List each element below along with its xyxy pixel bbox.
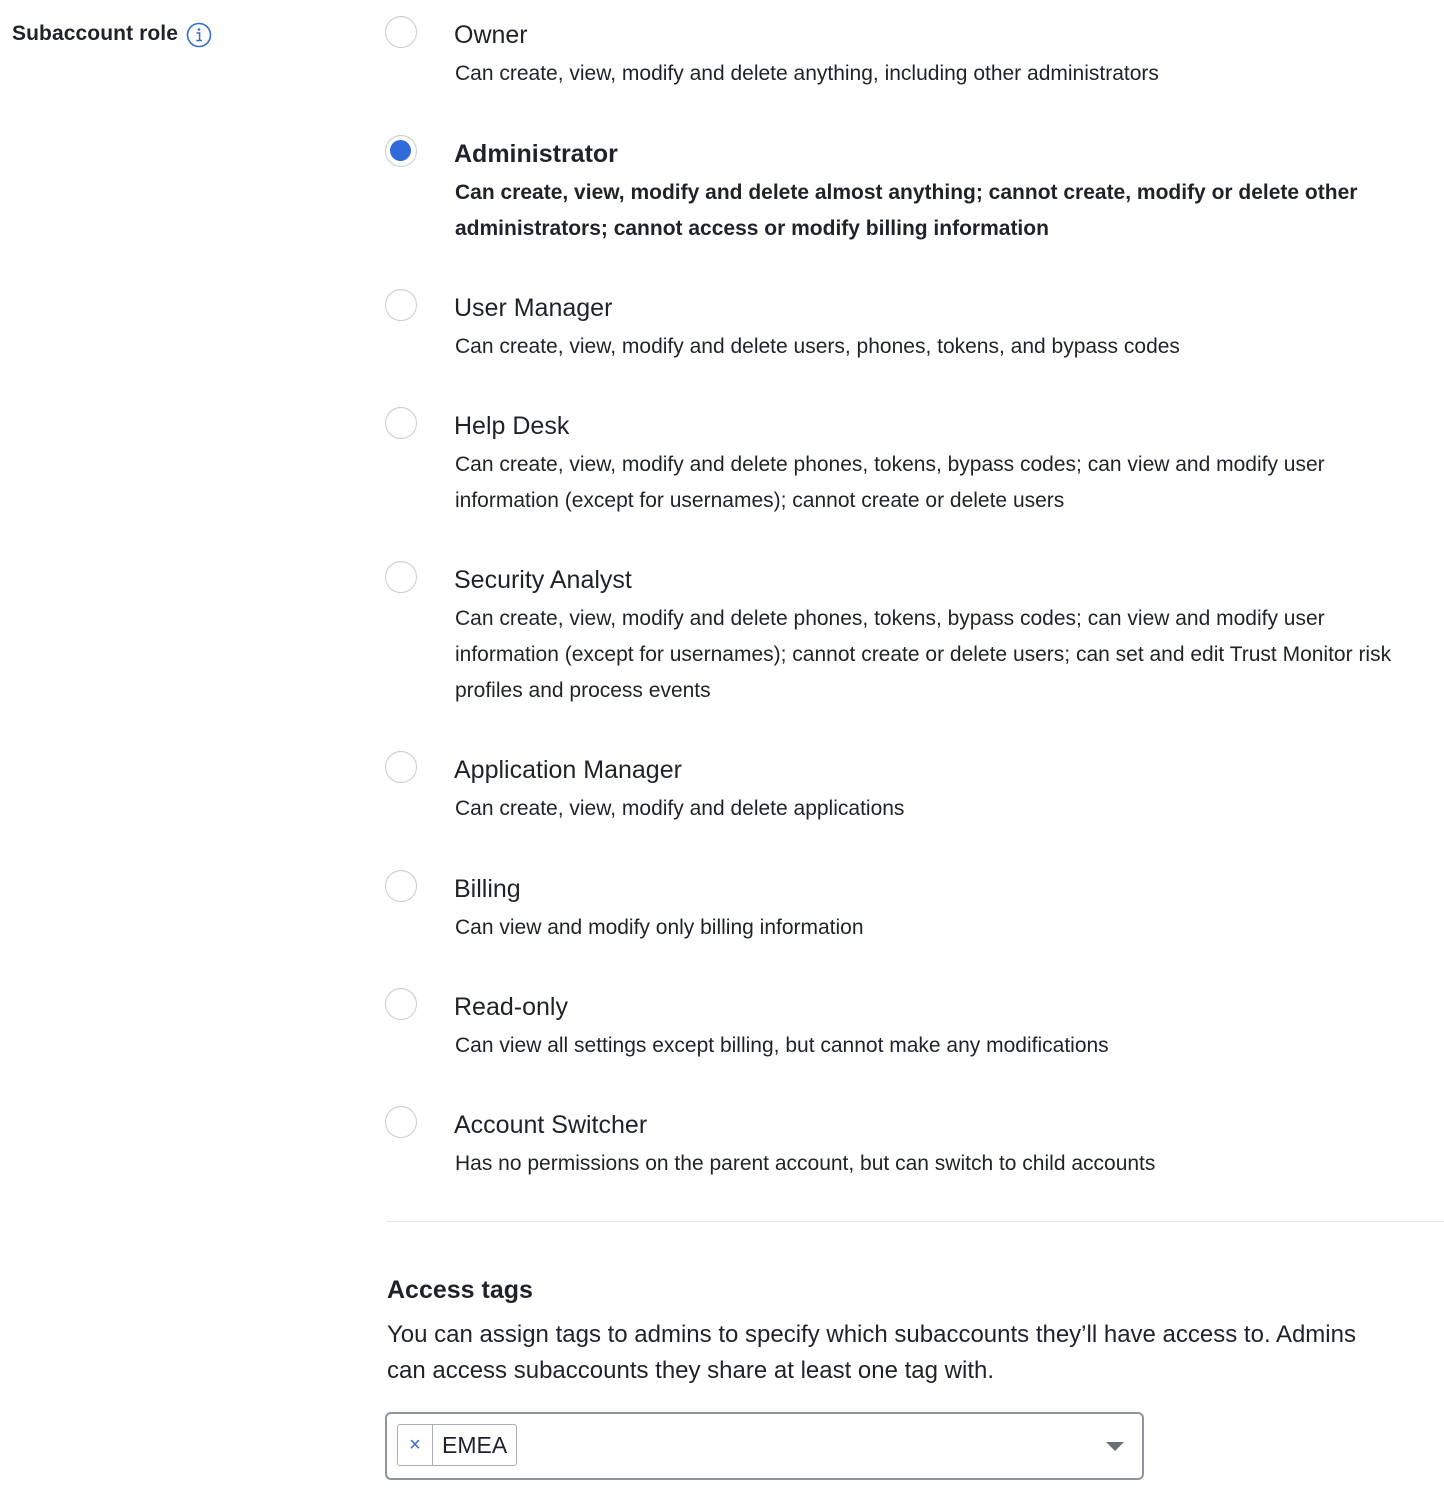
info-icon[interactable] bbox=[186, 22, 210, 46]
role-description: Can create, view, modify and delete almost anything; cannot create, modify or delete other administrators; cannot access or modify billing information bbox=[455, 181, 1358, 240]
radio-button[interactable] bbox=[385, 407, 417, 439]
radio-button[interactable] bbox=[385, 1106, 417, 1138]
access-tags-select[interactable] bbox=[385, 1412, 1144, 1480]
role-description: Can create, view, modify and delete applications bbox=[455, 797, 905, 820]
radio-button-selected[interactable] bbox=[385, 135, 417, 167]
chevron-down-icon[interactable] bbox=[1106, 1442, 1124, 1451]
role-title: Administrator bbox=[454, 140, 618, 168]
role-title: Security Analyst bbox=[454, 566, 632, 594]
access-tags-heading: Access tags bbox=[387, 1276, 533, 1304]
role-description: Can create, view, modify and delete users, phones, tokens, and bypass codes bbox=[455, 335, 1180, 358]
subaccount-role-label bbox=[12, 22, 210, 46]
field-label-text: Subaccount role bbox=[12, 22, 179, 45]
role-title: Owner bbox=[454, 21, 528, 49]
role-description: Can view all settings except billing, but cannot make any modifications bbox=[455, 1034, 1109, 1057]
remove-tag-icon[interactable]: × bbox=[398, 1425, 433, 1465]
radio-button[interactable] bbox=[385, 988, 417, 1020]
role-description: Can create, view, modify and delete phones, tokens, bypass codes; can view and modify user information (except for usernames); cannot create or delete users; can set and edit Trust Monitor risk profiles and process events bbox=[455, 607, 1392, 702]
role-description: Can create, view, modify and delete phones, tokens, bypass codes; can view and modify user information (except for usernames); cannot create or delete users bbox=[455, 453, 1325, 512]
radio-button[interactable] bbox=[385, 870, 417, 902]
role-title: Billing bbox=[454, 875, 521, 903]
role-description: Can create, view, modify and delete anything, including other administrators bbox=[455, 62, 1159, 85]
role-title: Read-only bbox=[454, 993, 568, 1021]
role-description: Has no permissions on the parent account, but can switch to child accounts bbox=[455, 1152, 1156, 1175]
radio-button[interactable] bbox=[385, 751, 417, 783]
role-title: Application Manager bbox=[454, 756, 682, 784]
tag-chip-emea bbox=[397, 1424, 517, 1466]
role-description: Can view and modify only billing information bbox=[455, 916, 864, 939]
access-tags-description: You can assign tags to admins to specify which subaccounts they’ll have access to. Admins can access subaccounts they share at least one tag with. bbox=[387, 1321, 1356, 1384]
section-divider bbox=[386, 1221, 1444, 1222]
role-title: Account Switcher bbox=[454, 1111, 648, 1139]
role-title: User Manager bbox=[454, 294, 613, 322]
tag-label: EMEA bbox=[442, 1431, 508, 1458]
radio-button[interactable] bbox=[385, 561, 417, 593]
role-title: Help Desk bbox=[454, 412, 570, 440]
radio-button[interactable] bbox=[385, 16, 417, 48]
radio-button[interactable] bbox=[385, 289, 417, 321]
